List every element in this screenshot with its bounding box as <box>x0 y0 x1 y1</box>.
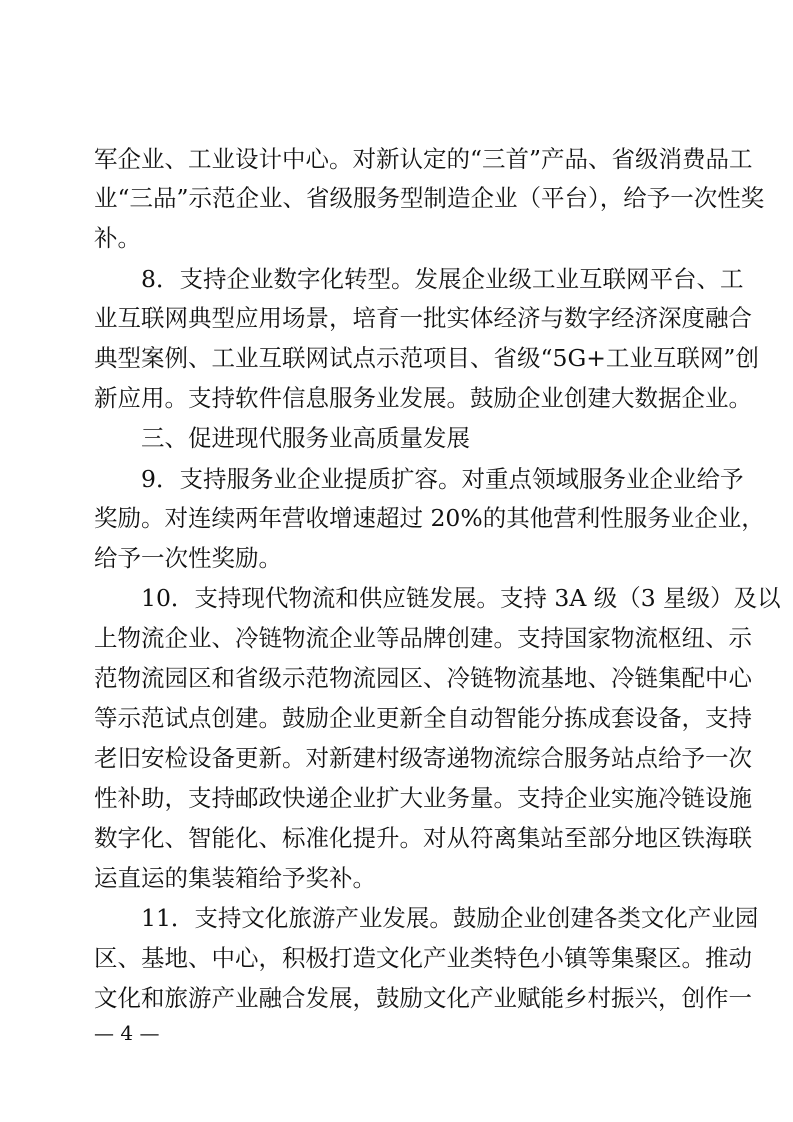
body-text-line: 范物流园区和省级示范物流园区、冷链物流基地、冷链集配中心 <box>94 664 752 692</box>
body-text-line: 数字化、智能化、标准化提升。对从符离集站至部分地区铁海联 <box>94 824 752 852</box>
paragraph-start-line: 9．支持服务业企业提质扩容。对重点领域服务业企业给予 <box>141 465 744 493</box>
paragraph-start-line: 10．支持现代物流和供应链发展。支持 3A 级（3 星级）及以 <box>141 584 781 612</box>
body-text-line: 典型案例、工业互联网试点示范项目、省级“5G+工业互联网”创 <box>94 344 759 372</box>
paragraph-start-line: 8．支持企业数字化转型。发展企业级工业互联网平台、工 <box>141 265 744 293</box>
body-text-line: 老旧安检设备更新。对新建村级寄递物流综合服务站点给予一次 <box>94 744 752 772</box>
page-number: — 4 — <box>94 1021 160 1045</box>
body-text-line: 等示范试点创建。鼓励企业更新全自动智能分拣成套设备，支持 <box>94 704 752 732</box>
body-text-line: 业“三品”示范企业、省级服务型制造企业（平台），给予一次性奖 <box>94 184 765 212</box>
paragraph-start-line: 11．支持文化旅游产业发展。鼓励企业创建各类文化产业园 <box>141 904 759 932</box>
body-text-line: 新应用。支持软件信息服务业发展。鼓励企业创建大数据企业。 <box>94 384 752 412</box>
body-text-line: 文化和旅游产业融合发展，鼓励文化产业赋能乡村振兴，创作一 <box>94 984 752 1012</box>
section-heading: 三、促进现代服务业高质量发展 <box>141 424 470 452</box>
body-text-line: 运直运的集装箱给予奖补。 <box>94 864 376 892</box>
body-text-line: 给予一次性奖励。 <box>94 544 282 572</box>
body-text-line: 上物流企业、冷链物流企业等品牌创建。支持国家物流枢纽、示 <box>94 624 752 652</box>
body-text-line: 军企业、工业设计中心。对新认定的“三首”产品、省级消费品工 <box>94 145 753 173</box>
body-text-line: 奖励。对连续两年营收增速超过 20%的其他营利性服务业企业， <box>94 504 765 532</box>
body-text-line: 业互联网典型应用场景，培育一批实体经济与数字经济深度融合 <box>94 304 752 332</box>
body-text-line: 区、基地、中心，积极打造文化产业类特色小镇等集聚区。推动 <box>94 944 752 972</box>
body-text-line: 补。 <box>94 224 141 252</box>
body-text-line: 性补助，支持邮政快递企业扩大业务量。支持企业实施冷链设施 <box>94 784 752 812</box>
